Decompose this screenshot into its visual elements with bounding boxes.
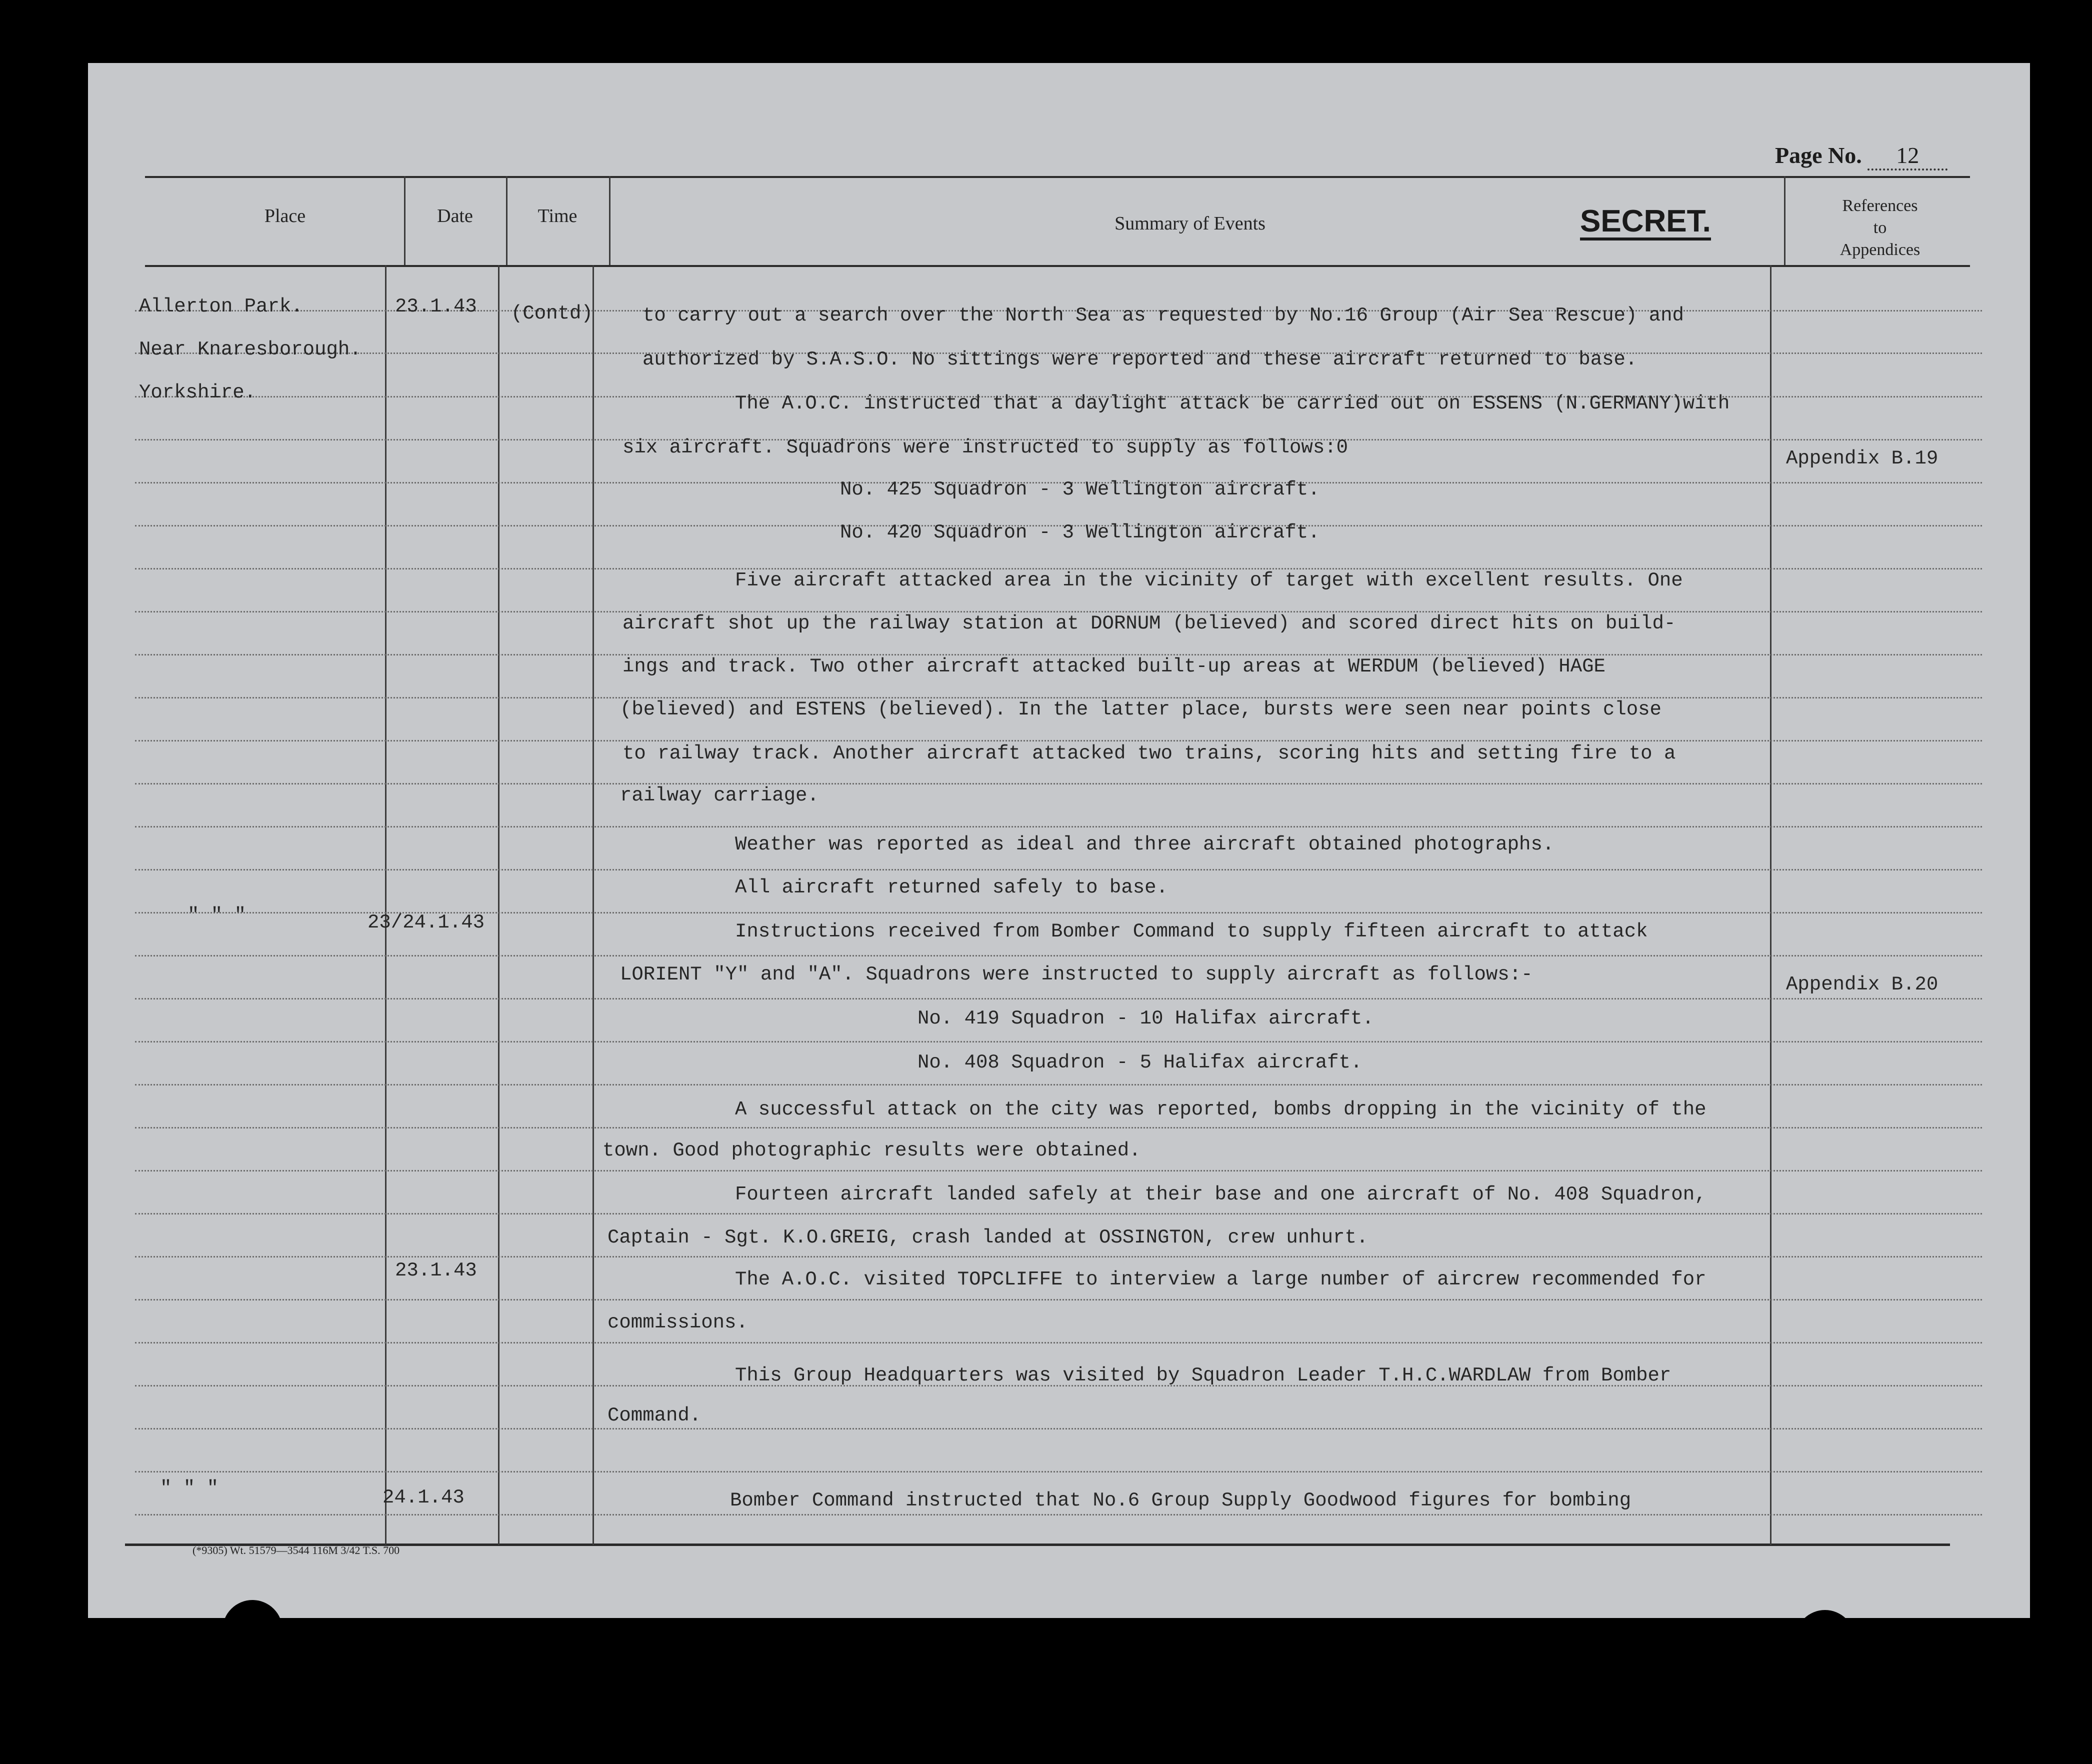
place-ditto-2: " " " [160, 1478, 219, 1500]
date-time-divider [498, 265, 500, 1545]
summary-line-22: Captain - Sgt. K.O.GREIG, crash landed at OSSINGTON, crew unhurt. [608, 1226, 1368, 1248]
ruled-line [135, 740, 1982, 742]
time-summary-divider-header [609, 176, 610, 265]
summary-line-11: to railway track. Another aircraft attacked two trains, scoring hits and setting fire to a [622, 742, 1676, 764]
place-ditto-1: " " " [188, 904, 246, 926]
summary-line-1: to carry out a search over the North Sea as requested by No.16 Group (Air Sea Rescue) and [642, 304, 1684, 326]
ruled-line [135, 1256, 1982, 1258]
place-line-1: Allerton Park. [139, 296, 303, 318]
ruled-line [135, 826, 1982, 828]
ruled-line [135, 998, 1982, 1000]
summary-line-27: Bomber Command instructed that No.6 Group Supply Goodwood figures for bombing [730, 1490, 1632, 1512]
summary-line-9: ings and track. Two other aircraft attacked built-up areas at WERDUM (believed) HAGE [622, 656, 1606, 678]
punch-hole-left [222, 1600, 282, 1695]
summary-line-24: commissions. [608, 1312, 748, 1334]
summary-line-26: Command. [608, 1404, 702, 1426]
summary-ref-divider-header [1784, 176, 1786, 265]
reference-1: Appendix B.19 [1786, 448, 1938, 470]
summary-line-15: Instructions received from Bomber Command to supply fifteen aircraft to attack [735, 920, 1648, 942]
summary-line-14: All aircraft returned safely to base. [735, 876, 1168, 898]
header-summary: Summary of Events [1114, 213, 1266, 234]
place-date-divider [385, 265, 386, 1545]
ruled-line [135, 783, 1982, 784]
date-4: 24.1.43 [382, 1486, 464, 1508]
place-date-divider-header [404, 176, 406, 265]
ruled-line [135, 1514, 1982, 1516]
ruled-line [135, 1041, 1982, 1042]
summary-line-7: Five aircraft attacked area in the vicinity of target with excellent results. One [735, 570, 1683, 592]
header-references-line-2: to [1873, 218, 1887, 237]
place-line-3: Yorkshire. [139, 382, 256, 404]
summary-line-3: The A.O.C. instructed that a daylight attack be carried out on ESSENS (N.GERMANY)with [735, 392, 1730, 414]
header-references-line-3: Appendices [1840, 240, 1920, 259]
summary-line-5: No. 425 Squadron - 3 Wellington aircraft. [840, 478, 1320, 500]
header-references [1790, 195, 1970, 261]
date-2: 23/24.1.43 [368, 912, 485, 934]
page-number-label: Page No. [1775, 142, 1862, 168]
summary-line-8: aircraft shot up the railway station at DORNUM (believed) and scored direct hits on build- [622, 612, 1676, 634]
summary-line-16: LORIENT "Y" and "A". Squadrons were instructed to supply aircraft as follows:- [620, 964, 1533, 986]
date-3: 23.1.43 [395, 1260, 477, 1282]
header-place: Place [264, 206, 306, 226]
header-references-line-1: References [1842, 196, 1918, 215]
summary-line-23: The A.O.C. visited TOPCLIFFE to interview a large number of aircrew recommended for [735, 1268, 1706, 1290]
summary-line-20: town. Good photographic results were obtained. [602, 1140, 1141, 1162]
ruled-line [135, 1299, 1982, 1300]
header-time: Time [538, 206, 578, 226]
page-number-value: 12 [1868, 142, 1948, 170]
summary-line-25: This Group Headquarters was visited by Squadron Leader T.H.C.WARDLAW from Bomber [735, 1364, 1672, 1386]
ruled-line [135, 1127, 1982, 1128]
time-summary-divider [592, 265, 594, 1545]
time-1: (Contd) [511, 302, 593, 324]
summary-line-2: authorized by S.A.S.O. No sittings were reported and these aircraft returned to base. [642, 348, 1638, 370]
summary-line-17: No. 419 Squadron - 10 Halifax aircraft. [918, 1008, 1374, 1030]
summary-line-6: No. 420 Squadron - 3 Wellington aircraft. [840, 522, 1320, 544]
ruled-line [135, 1342, 1982, 1344]
header-date: Date [437, 206, 473, 226]
summary-line-4: six aircraft. Squadrons were instructed to supply as follows:0 [622, 436, 1348, 458]
ruled-line [135, 1084, 1982, 1086]
ruled-line [135, 1170, 1982, 1172]
ruled-line [135, 1213, 1982, 1214]
place-line-2: Near Knaresborough. [139, 338, 362, 360]
secret-stamp: SECRET. [1580, 205, 1711, 240]
date-time-divider-header [506, 176, 508, 265]
ruled-line [135, 955, 1982, 956]
summary-line-13: Weather was reported as ideal and three aircraft obtained photographs. [735, 834, 1554, 856]
ruled-line [135, 1471, 1982, 1472]
summary-line-19: A successful attack on the city was reported, bombs dropping in the vicinity of the [735, 1098, 1706, 1120]
punch-hole-right [1795, 1610, 1855, 1705]
ruled-line [135, 1428, 1982, 1430]
summary-line-10: (believed) and ESTENS (believed). In the latter place, bursts were seen near points close [620, 698, 1662, 720]
summary-line-18: No. 408 Squadron - 5 Halifax aircraft. [918, 1052, 1362, 1074]
summary-line-21: Fourteen aircraft landed safely at their base and one aircraft of No. 408 Squadron, [735, 1184, 1706, 1206]
summary-ref-divider [1770, 265, 1772, 1545]
print-code: (*9305) Wt. 51579—3544 116M 3/42 T.S. 700 [192, 1544, 400, 1556]
reference-2: Appendix B.20 [1786, 974, 1938, 996]
ruled-line [135, 869, 1982, 870]
header-bottom-border [145, 265, 1970, 267]
header-top-border [145, 176, 1970, 178]
date-1: 23.1.43 [395, 296, 477, 318]
summary-line-12: railway carriage. [620, 784, 819, 806]
page-number [1775, 142, 1948, 177]
